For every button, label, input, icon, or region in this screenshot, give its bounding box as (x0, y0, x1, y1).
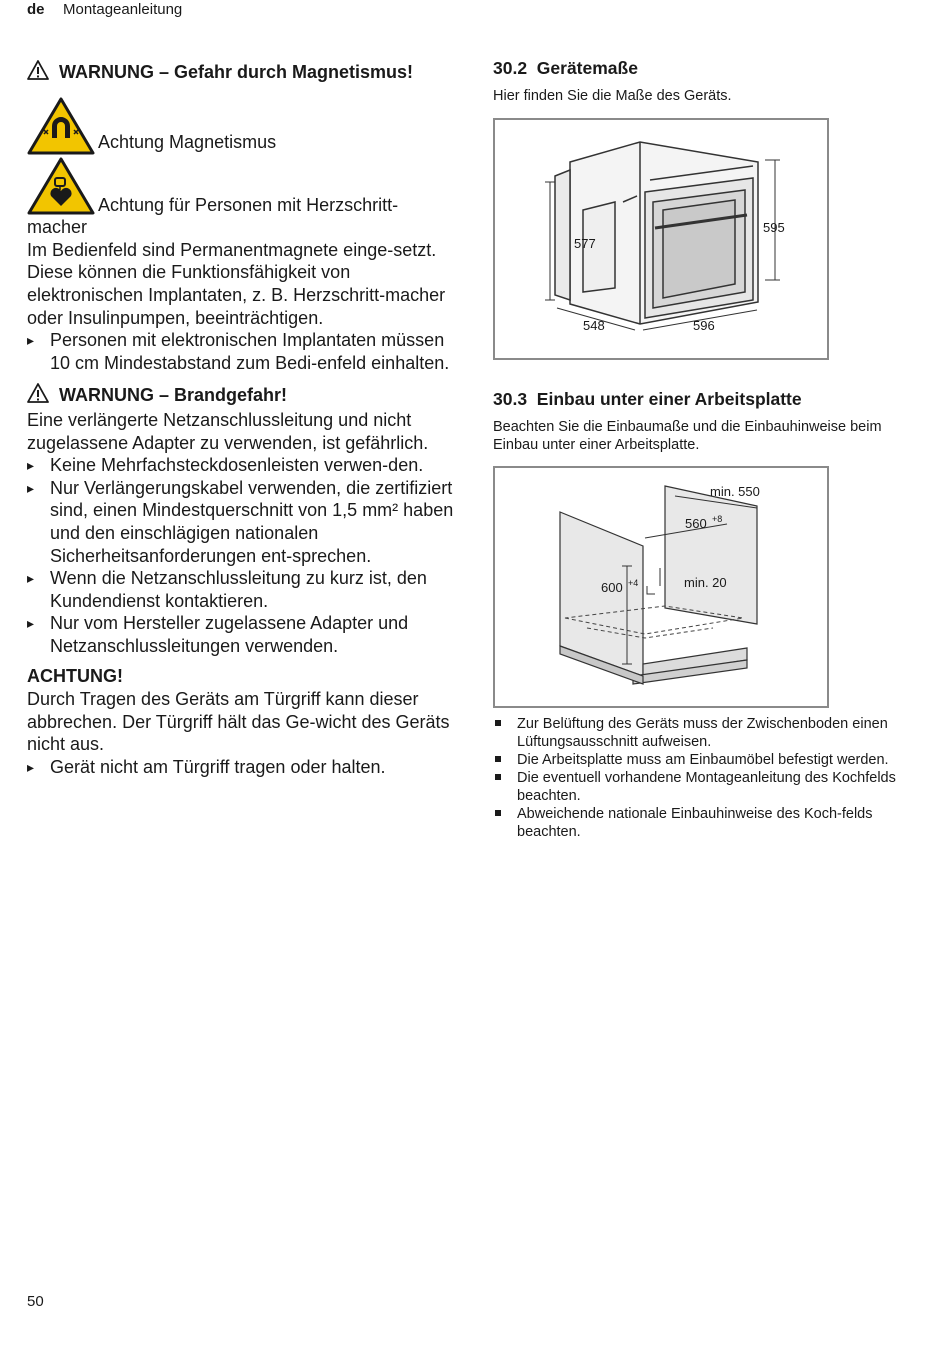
header-title: Montageanleitung (63, 1, 183, 18)
installation-dimensions-figure (493, 466, 829, 708)
warning-triangle-icon (27, 60, 49, 86)
warning-triangle-icon (27, 383, 49, 409)
list-item: Abweichende nationale Einbauhinweise des Koch-felds beachten. (493, 805, 918, 841)
list-item: ▸ Gerät nicht am Türgriff tragen oder halten. (27, 756, 457, 779)
dim-depth-side: 577 (574, 236, 596, 251)
achtung-paragraph: Durch Tragen des Geräts am Türgriff kann dieser abbrechen. Der Türgriff hält das Ge-wicht des Geräts nicht aus. (27, 689, 450, 755)
list-item: ▸ Keine Mehrfachsteckdosenleisten verwen-den. (27, 454, 457, 477)
dim-width: 560 (685, 516, 707, 531)
installation-notes-list (493, 715, 918, 841)
section-30-3-heading (493, 389, 923, 410)
section-title: Einbau unter einer Arbeitsplatte (536, 389, 802, 409)
appliance-dimensions-figure (493, 118, 829, 360)
dim-height: 600 (601, 580, 623, 595)
section-30-2-text: Hier finden Sie die Maße des Geräts. (493, 88, 732, 104)
fire-paragraph: Eine verlängerte Netzanschlussleitung und nicht zugelassene Adapter zu verwenden, ist gefährlich. (27, 409, 429, 453)
dim-depth-bottom: 548 (583, 318, 605, 333)
warning-fire-title: WARNUNG – Brandgefahr! (59, 385, 288, 406)
section-title: Gerätemaße (536, 58, 638, 78)
dim-height: 595 (763, 220, 785, 235)
list-item: Die Arbeitsplatte muss am Einbaumöbel befestigt werden. (493, 751, 918, 769)
dim-gap: min. 20 (684, 575, 727, 590)
dim-width: 596 (693, 318, 715, 333)
list-item: Die eventuell vorhandene Montageanleitung des Kochfelds beachten. (493, 769, 918, 805)
magnet-warning-sign (27, 96, 95, 162)
magnet-sign-label: Achtung Magnetismus (98, 131, 277, 152)
pacemaker-sign-row (27, 156, 457, 212)
header-lang: de (27, 1, 45, 18)
list-item: ▸ Nur vom Hersteller zugelassene Adapter und Netzanschlussleitungen verwenden. (27, 612, 457, 657)
section-number: 30.2 (493, 58, 528, 78)
left-column (27, 60, 457, 778)
page-number: 50 (27, 1293, 44, 1310)
pacemaker-warning-sign (27, 156, 95, 222)
section-number: 30.3 (493, 389, 528, 409)
magnet-sign-row (27, 96, 457, 156)
cabinet-drawing (495, 468, 827, 706)
dim-depth: min. 550 (710, 484, 760, 499)
section-30-3-text: Beachten Sie die Einbaumaße und die Einbauhinweise beim Einbau unter einer Arbeitsplatte. (493, 419, 882, 453)
dim-width-tolerance: +8 (712, 514, 723, 524)
list-item: ▸ Wenn die Netzanschlussleitung zu kurz ist, den Kundendienst kontaktieren. (27, 567, 457, 612)
list-item: ▸ Nur Verlängerungskabel verwenden, die zertifiziert sind, einen Mindestquerschnitt von 1,5 mm² haben und den einschlägigen nationalen Sicherheitsanforderungen ent-sprechen. (27, 477, 457, 567)
magnet-paragraph: Im Bedienfeld sind Permanentmagnete einge-setzt. Diese können die Funktionsfähigkeit von elektronischen Implantaten, z. B. Herzschritt-macher oder Insulinpumpen, beeinträchtigen. (27, 239, 446, 328)
dim-height-tolerance: +4 (628, 578, 639, 588)
oven-drawing (495, 120, 827, 358)
list-item: Zur Belüftung des Geräts muss der Zwischenboden einen Lüftungsausschnitt aufweisen. (493, 715, 918, 751)
warning-magnetism-heading (27, 60, 457, 86)
achtung-title: ACHTUNG! (27, 666, 123, 687)
section-30-2-heading (493, 58, 923, 79)
warning-fire-heading (27, 383, 457, 409)
pacemaker-sign-label: Achtung für Personen mit Herzschritt-macher (27, 194, 399, 238)
warning-magnetism-title: WARNUNG – Gefahr durch Magnetismus! (59, 62, 414, 82)
list-item: ▸ Personen mit elektronischen Implantaten müssen 10 cm Mindestabstand zum Bedi-enfeld einhalten. (27, 329, 457, 374)
